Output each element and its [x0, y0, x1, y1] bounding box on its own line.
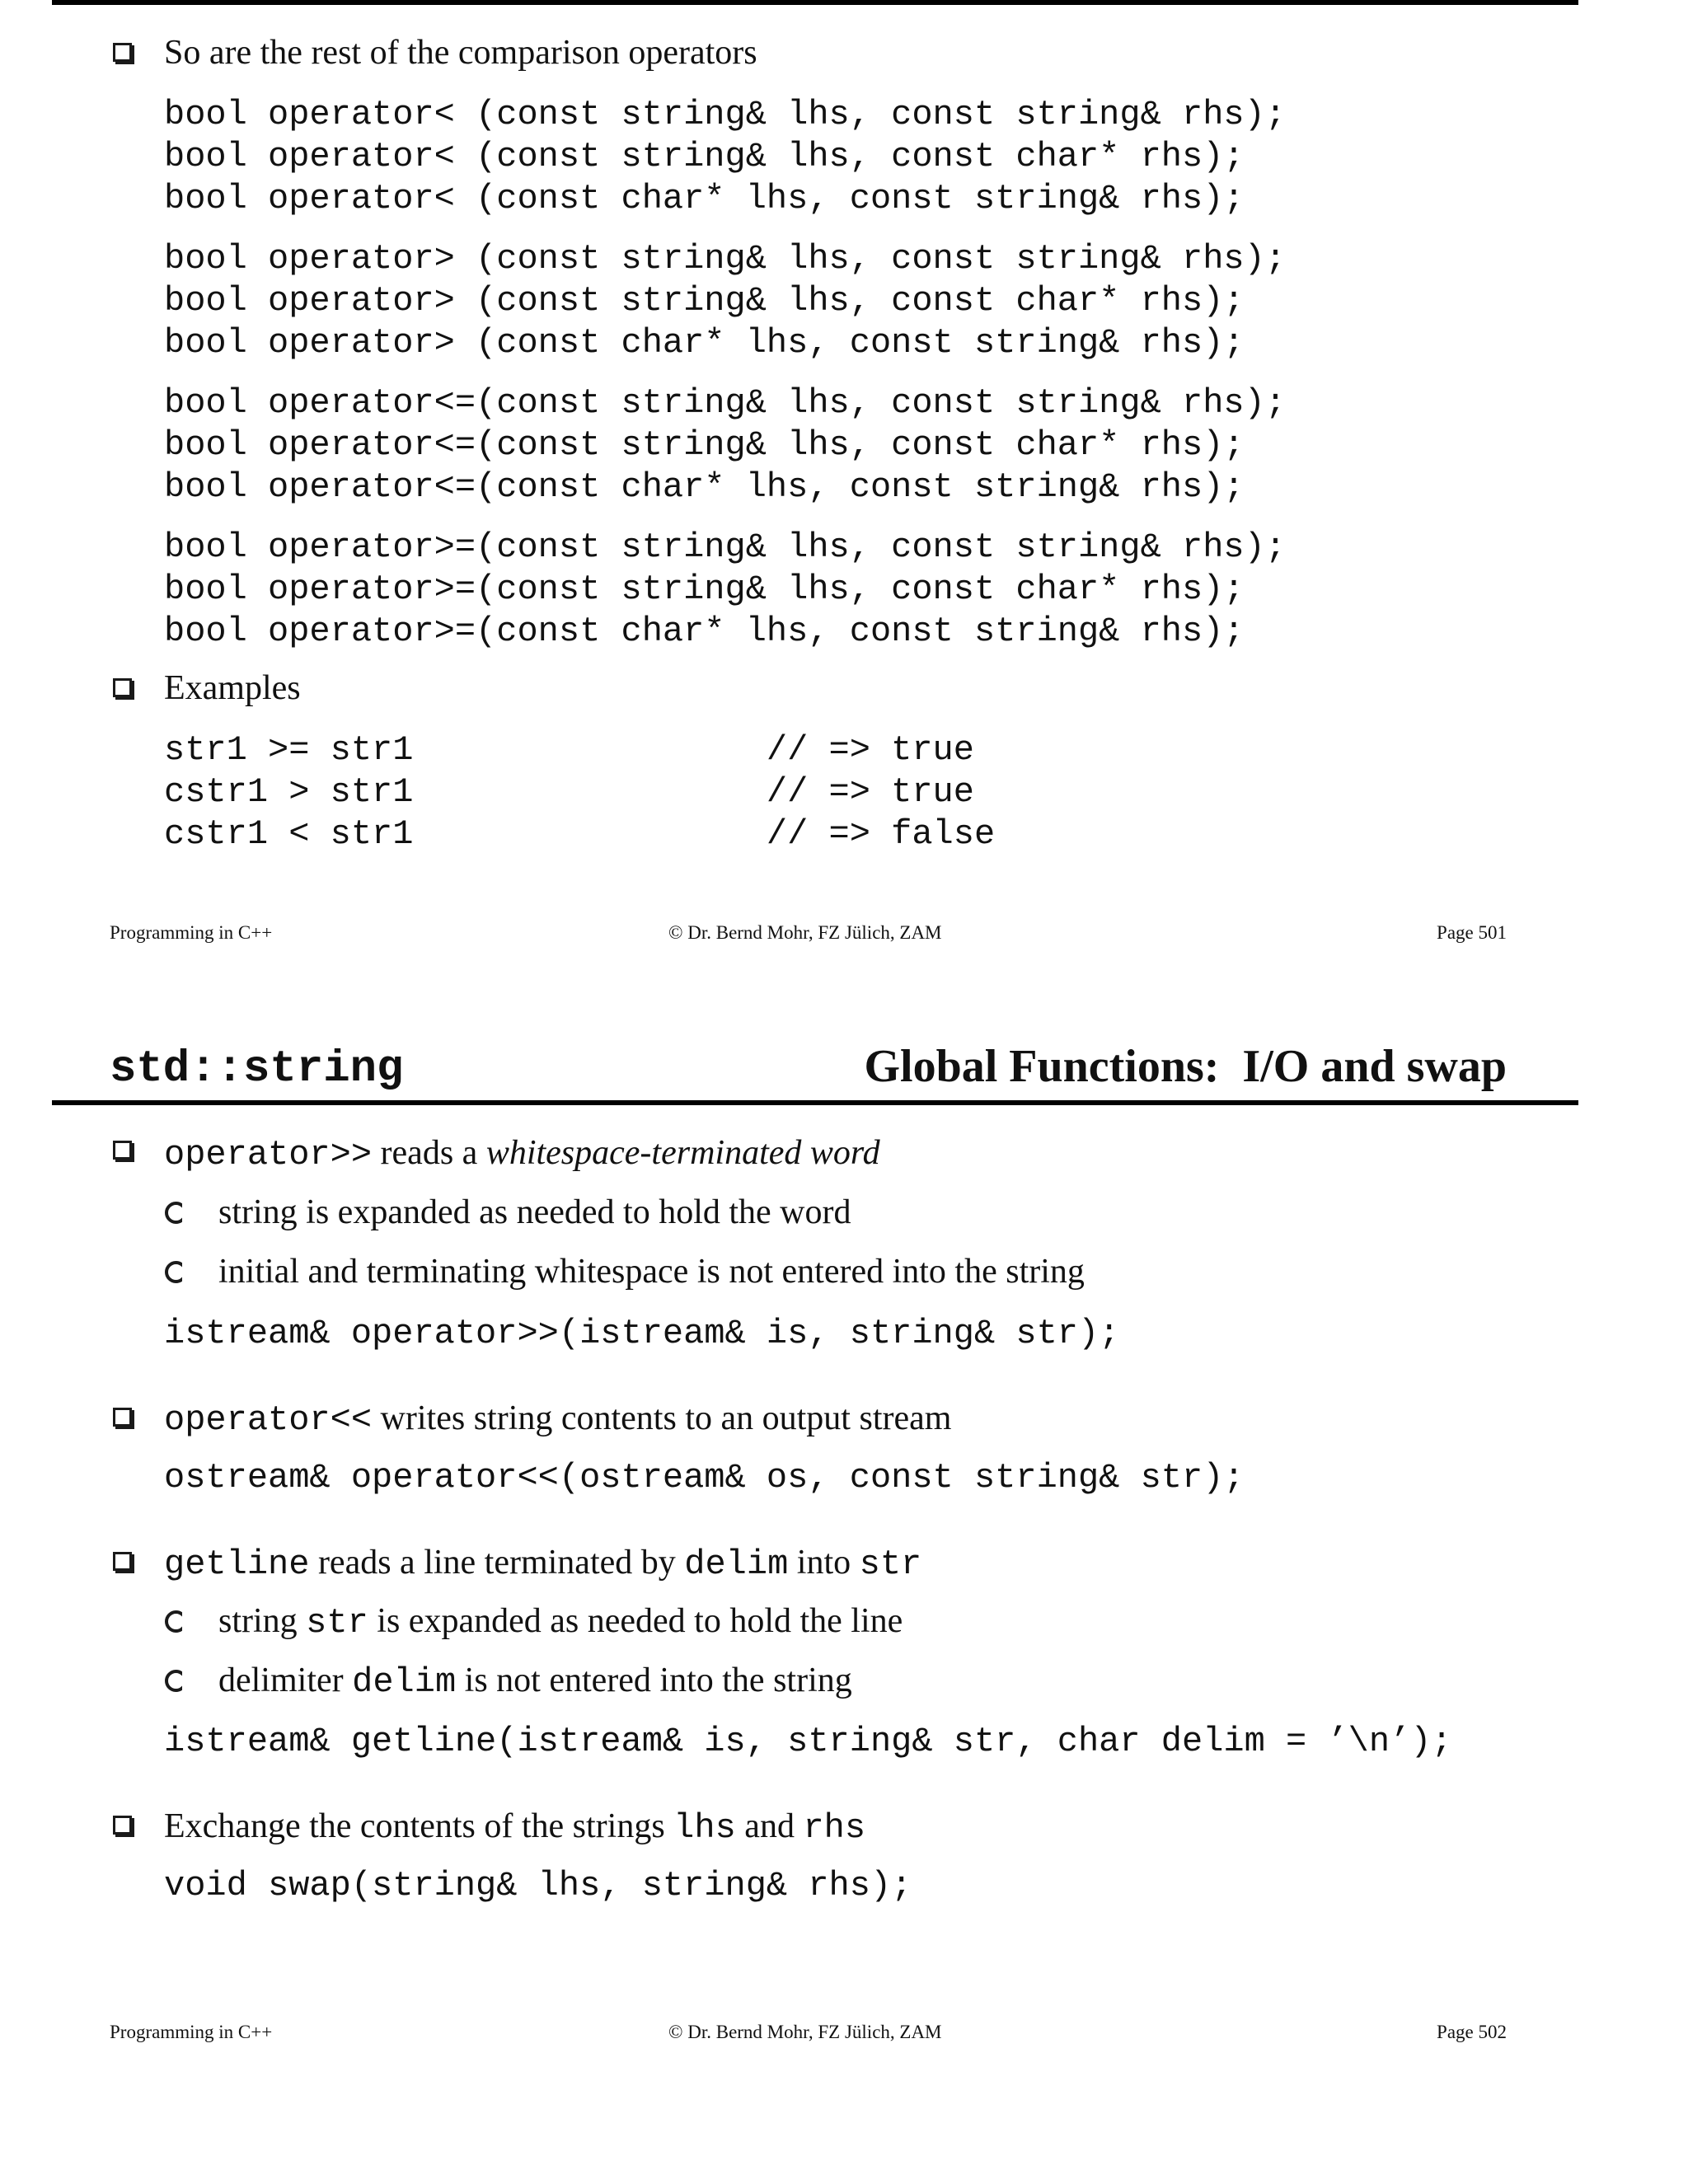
sub-bullet-text — [218, 1660, 852, 1703]
circle-bullet-icon — [165, 1261, 187, 1283]
emphasis-text: whitespace-terminated word — [485, 1134, 880, 1172]
code-line: bool operator> (const string& lhs, const char* rhs); — [164, 281, 1245, 321]
code-line: bool operator<=(const string& lhs, const char* rhs); — [164, 425, 1245, 465]
example-line: str1 >= str1 // => true — [164, 730, 974, 770]
sub-bullet-part: delimiter — [218, 1661, 353, 1699]
inline-code: str — [306, 1603, 368, 1643]
code-line: bool operator> (const string& lhs, const string& rhs); — [164, 239, 1287, 279]
page-header-class-name: std::string — [110, 1044, 404, 1094]
footer-page-number: Page 501 — [1437, 922, 1507, 943]
code-line: bool operator>=(const string& lhs, const char* rhs); — [164, 569, 1245, 609]
bullet-text: writes string contents to an output stream — [372, 1399, 952, 1437]
inline-code: operator<< — [164, 1400, 373, 1440]
code-line: istream& getline(istream& is, string& str, char delim = ’\n’); — [164, 1722, 1452, 1761]
square-bullet-icon — [113, 1552, 132, 1571]
footer-page-number: Page 502 — [1437, 2022, 1507, 2042]
inline-code: operator>> — [164, 1135, 373, 1174]
footer-left: Programming in C++ — [110, 2022, 273, 2042]
code-line: bool operator>=(const char* lhs, const string& rhs); — [164, 612, 1245, 651]
sub-bullet-part: is expanded as needed to hold the line — [368, 1602, 903, 1640]
code-line: bool operator<=(const string& lhs, const string& rhs); — [164, 383, 1287, 423]
circle-bullet-icon — [165, 1202, 187, 1224]
inline-code: getline — [164, 1544, 310, 1584]
bullet-getline-text — [164, 1542, 921, 1585]
code-line: bool operator>=(const string& lhs, const string& rhs); — [164, 527, 1287, 567]
code-line: bool operator< (const char* lhs, const string& rhs); — [164, 179, 1245, 218]
bullet-text: Exchange the contents of the strings — [164, 1807, 674, 1845]
sub-bullet-part: is not entered into the string — [456, 1661, 852, 1699]
bullet-extract-text — [164, 1132, 880, 1175]
code-line: istream& operator>>(istream& is, string& str); — [164, 1314, 1120, 1353]
circle-bullet-icon — [165, 1670, 187, 1692]
bullet-text: reads a line terminated by — [309, 1544, 685, 1582]
bullet-text: and — [735, 1807, 804, 1845]
bullet-swap-text — [164, 1806, 865, 1849]
footer-left: Programming in C++ — [110, 922, 273, 943]
inline-code: delim — [352, 1662, 457, 1702]
footer-center: © Dr. Bernd Mohr, FZ Jülich, ZAM — [668, 2022, 942, 2042]
example-line: cstr1 < str1 // => false — [164, 814, 996, 854]
sub-bullet-text — [218, 1601, 903, 1643]
square-bullet-icon — [113, 1141, 132, 1160]
bullet-insert-text — [164, 1398, 951, 1441]
example-line: cstr1 > str1 // => true — [164, 772, 974, 812]
inline-code: rhs — [803, 1808, 866, 1848]
code-line: void swap(string& lhs, string& rhs); — [164, 1866, 912, 1905]
square-bullet-icon — [113, 43, 132, 62]
bullet-text: reads a — [372, 1134, 486, 1172]
footer-center: © Dr. Bernd Mohr, FZ Jülich, ZAM — [668, 922, 942, 943]
top-rule — [52, 0, 1578, 5]
code-line: bool operator< (const string& lhs, const char* rhs); — [164, 137, 1245, 176]
square-bullet-icon — [113, 678, 132, 697]
bullet-comparison-text: So are the rest of the comparison operators — [164, 34, 757, 72]
bullet-examples-text: Examples — [164, 669, 301, 707]
sub-bullet-text: string is expanded as needed to hold the word — [218, 1193, 851, 1231]
sub-bullet-part: string — [218, 1602, 307, 1640]
page-header-title: Global Functions: I/O and swap — [864, 1041, 1507, 1092]
code-line: ostream& operator<<(ostream& os, const string& str); — [164, 1458, 1245, 1497]
circle-bullet-icon — [165, 1610, 187, 1633]
code-line: bool operator> (const char* lhs, const string& rhs); — [164, 323, 1245, 363]
square-bullet-icon — [113, 1408, 132, 1427]
sub-bullet-text: initial and terminating whitespace is not entered into the string — [218, 1253, 1085, 1291]
code-line: bool operator< (const string& lhs, const string& rhs); — [164, 95, 1287, 134]
header-rule — [52, 1100, 1578, 1105]
code-line: bool operator<=(const char* lhs, const string& rhs); — [164, 467, 1245, 507]
square-bullet-icon — [113, 1816, 132, 1835]
inline-code: str — [859, 1544, 922, 1584]
bullet-text: into — [788, 1544, 860, 1582]
inline-code: delim — [684, 1544, 789, 1584]
inline-code: lhs — [673, 1808, 736, 1848]
